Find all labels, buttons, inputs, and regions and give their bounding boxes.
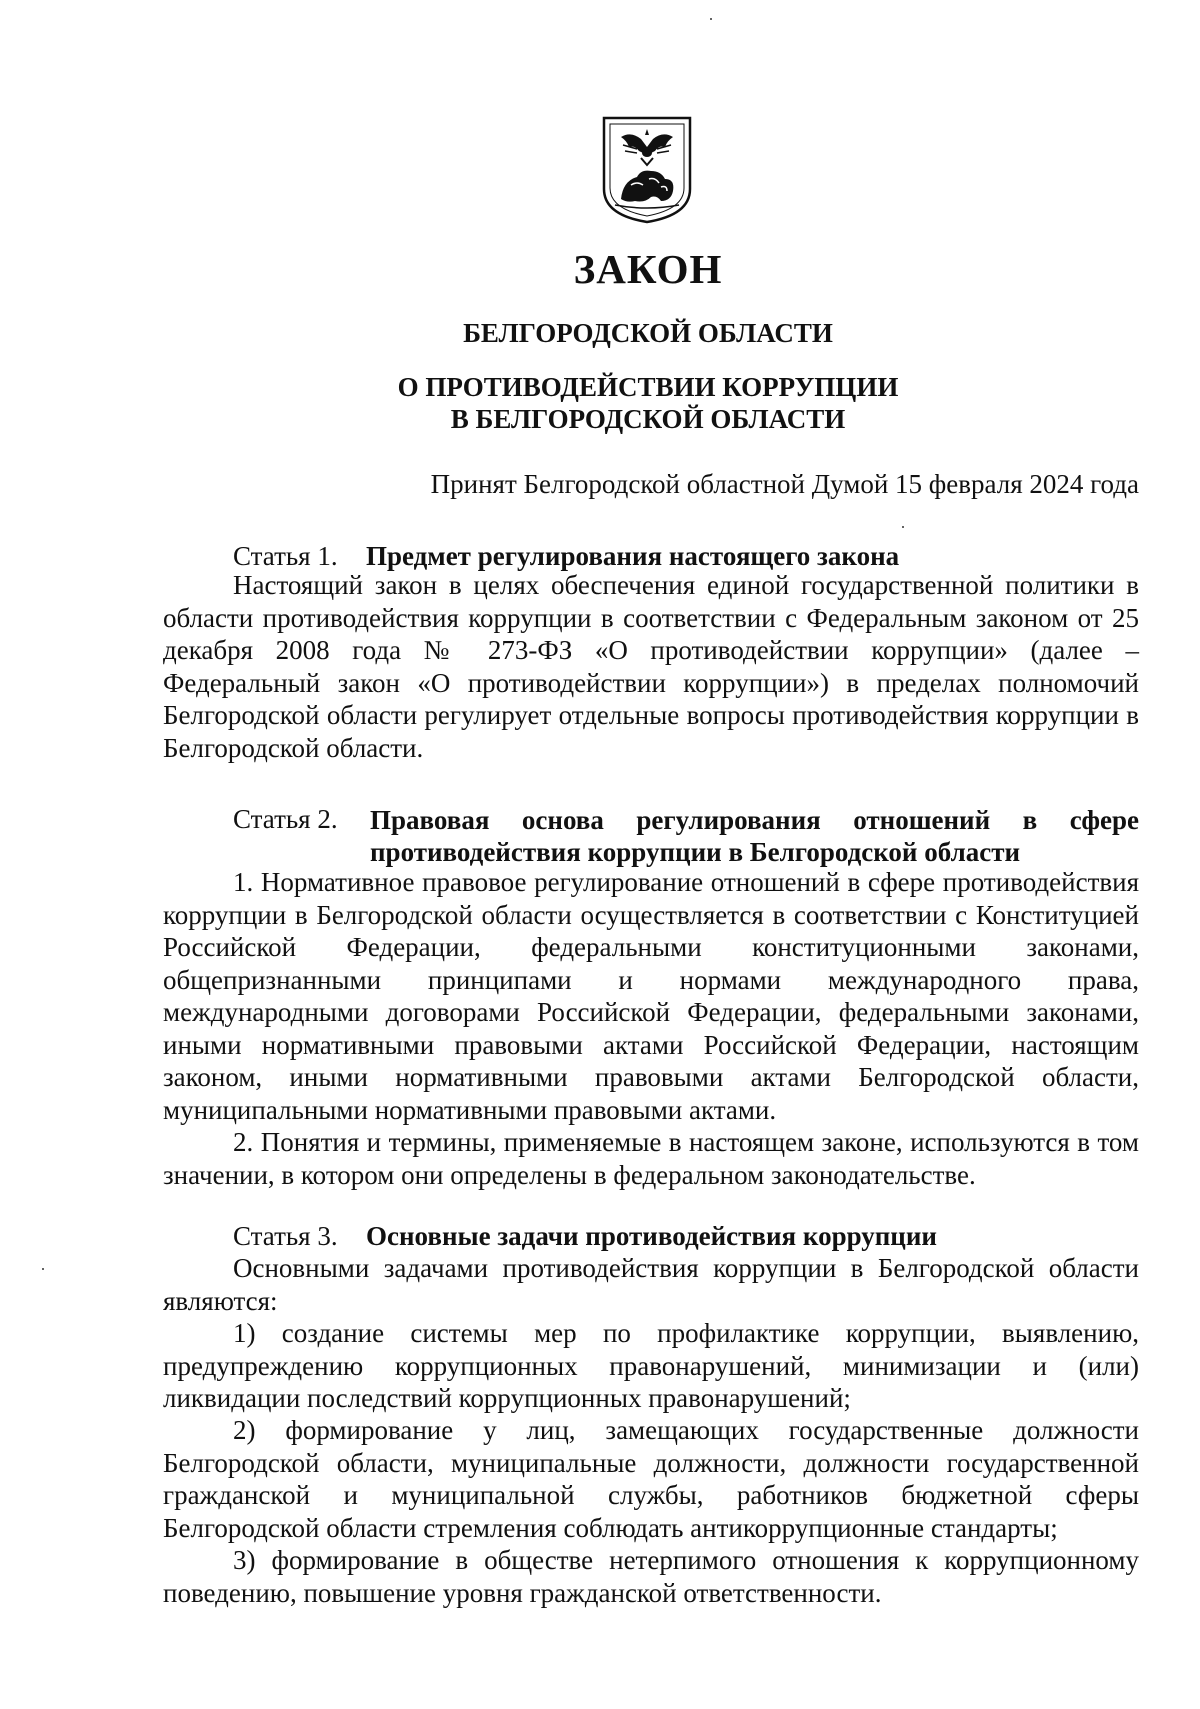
article-3-item-2: 2) формирование у лиц, замещающих государственные должности Белгородской области, муниципальные должности, должности государственной гражданской и муниципальной службы, работников бюджетной сферы Белгородской области стремления соблюдать антикоррупционные стандарты; [163,1415,1139,1543]
scan-speck [710,18,712,20]
article-2-paragraph-2: 2. Понятия и термины, применяемые в настоящем законе, используются в том значении, в котором они определены в федеральном законодательстве. [163,1127,1139,1190]
scan-speck [42,1268,44,1270]
document-region: БЕЛГОРОДСКОЙ ОБЛАСТИ [463,318,833,348]
scan-speck [902,526,904,528]
adoption-statement: Принят Белгородской областной Думой 15 февраля 2024 года [430,469,1139,499]
document-subject-line-1: О ПРОТИВОДЕЙСТВИИ КОРРУПЦИИ [397,372,899,402]
article-title: Основные задачи противодействия коррупции [366,1221,937,1251]
article-3-heading [233,1221,937,1252]
article-1-paragraph-1: Настоящий закон в целях обеспечения единой государственной политики в области противодействия коррупции в соответствии с Федеральным законом от 25 декабря 2008 года № 273-ФЗ «О противодействии коррупции» (далее – Федеральный закон «О противодействии коррупции») в пределах полномочий Белгородской области регулирует отдельные вопросы противодействия коррупции в Белгородской области. [163,570,1139,763]
article-1-heading [233,541,899,572]
article-number: Статья 3. [233,1221,338,1251]
document-title: ЗАКОН [573,246,723,292]
article-number: Статья 2. [233,804,338,834]
document-subject-line-2: В БЕЛГОРОДСКОЙ ОБЛАСТИ [450,404,846,434]
article-title: Предмет регулирования настоящего закона [366,541,900,571]
article-2-paragraph-1: 1. Нормативное правовое регулирование отношений в сфере противодействия коррупции в Белгородской области осуществляется в соответствии с Конституцией Российской Федерации, федеральными конституционными законами, общепризнанными принципами и нормами международного права, международными договорами Российской Федерации, федеральными законами, иными нормативными правовыми актами Российской Федерации, настоящим законом, иными нормативными правовыми актами Белгородской области, муниципальными нормативными правовыми актами. [163,867,1139,1125]
article-3-item-3: 3) формирование в обществе нетерпимого отношения к коррупционному поведению, повышение уровня гражданской ответственности. [163,1545,1139,1608]
article-title: Правовая основа регулирования отношений в сфере противодействия коррупции в Белгородской области [370,805,1139,867]
article-3-item-1: 1) создание системы мер по профилактике коррупции, выявлению, предупреждению коррупционных правонарушений, минимизации и (или) ликвидации последствий коррупционных правонарушений; [163,1318,1139,1413]
coat-of-arms-icon [601,115,693,225]
article-number: Статья 1. [233,541,338,571]
article-3-paragraph-1: Основными задачами противодействия коррупции в Белгородской области являются: [163,1253,1139,1316]
